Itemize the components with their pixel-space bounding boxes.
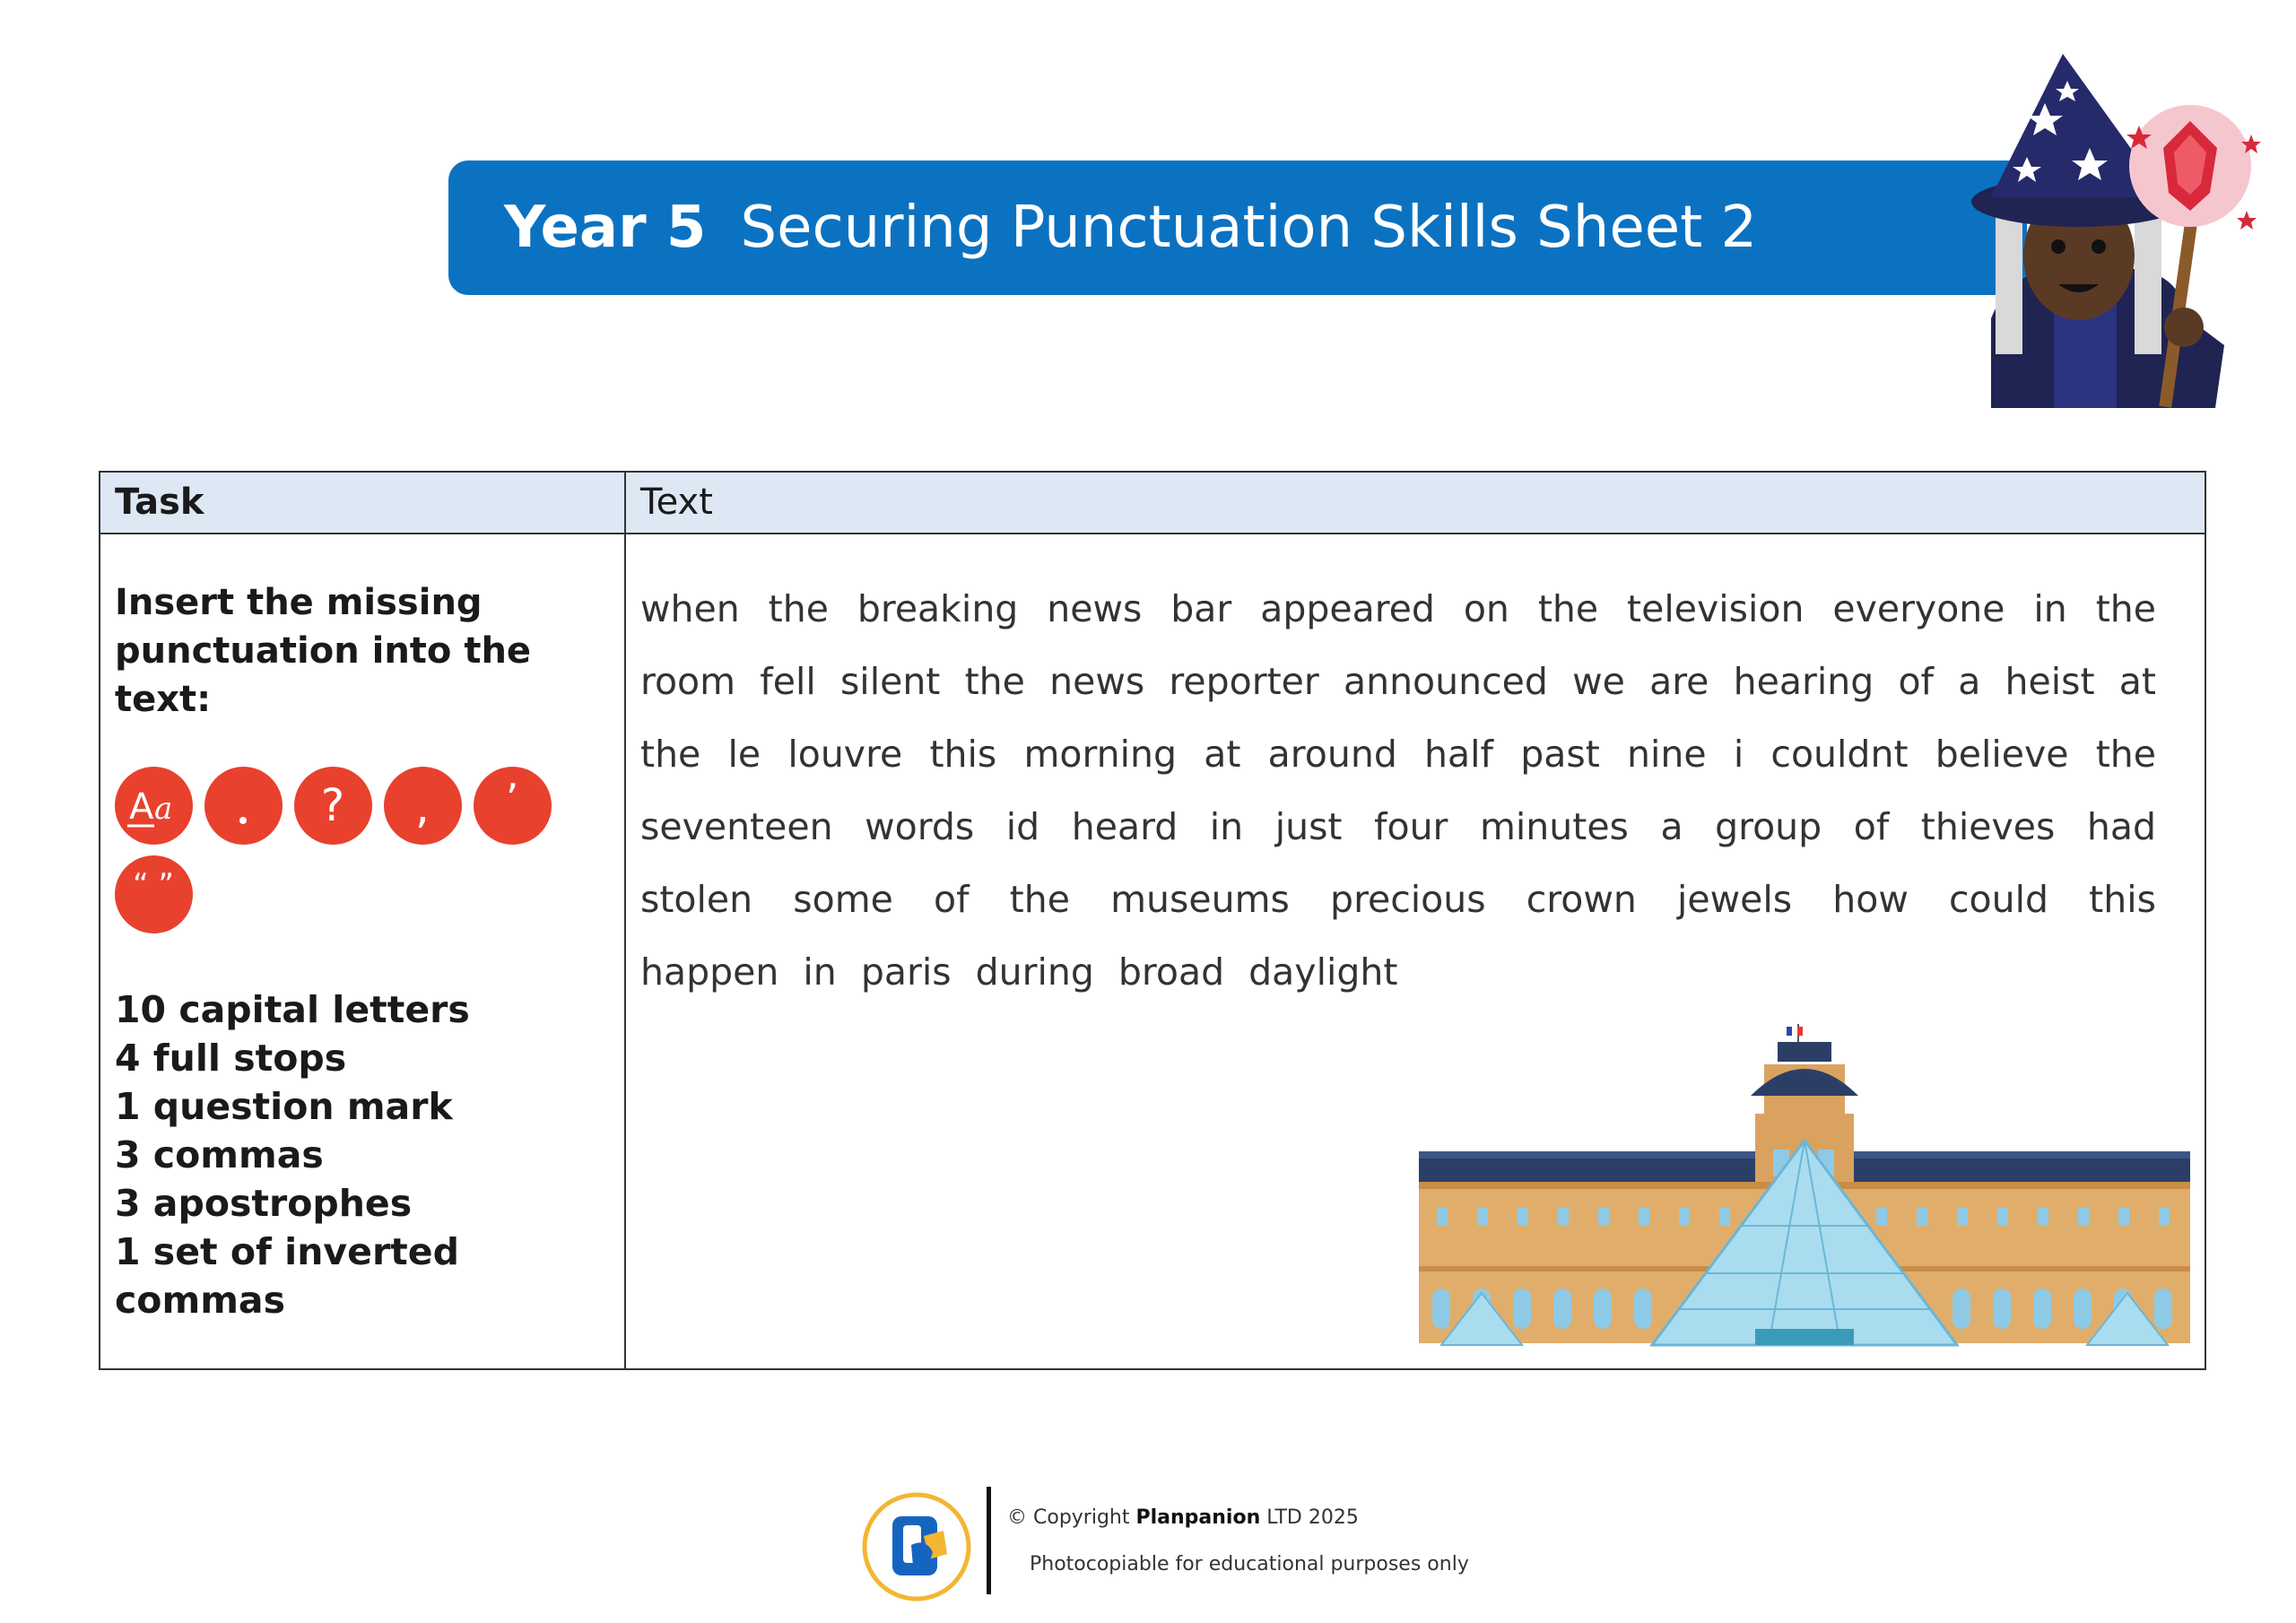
count-item: 1 set of inverted commas [115,1230,459,1322]
title-banner [448,161,2027,295]
task-column-header: Task [115,482,204,523]
svg-text:’: ’ [505,775,519,823]
count-item: 3 commas [115,1133,324,1176]
task-cell [115,578,617,1324]
count-item: 3 apostrophes [115,1182,413,1225]
wizard-illustration [1955,49,2278,408]
column-divider [624,473,626,1368]
copyright-prefix: © Copyright [1007,1506,1130,1529]
comma-icon [384,767,462,845]
question-mark-icon [294,767,372,845]
copyright-suffix: LTD 2025 [1266,1506,1359,1529]
brand-name: Planpanion [1135,1506,1261,1529]
table-header-row [100,473,2205,534]
punctuation-icons [115,767,581,933]
count-item: 1 question mark [115,1085,453,1128]
count-item: 10 capital letters [115,988,470,1031]
sheet-title: Securing Punctuation Skills Sheet 2 [740,195,1758,261]
text-cell [640,573,2156,1009]
count-item: 4 full stops [115,1037,347,1080]
svg-text:,: , [415,781,430,833]
inverted-commas-icon [115,855,193,933]
punctuation-counts [115,985,617,1324]
planpanion-logo [861,1491,972,1602]
footer-divider [987,1487,991,1594]
apostrophe-icon [474,767,552,845]
louvre-illustration [1410,1024,2199,1360]
copyright-text [1007,1506,1359,1529]
task-instruction: Insert the missing punctuation into the text: [115,582,532,720]
year-label: Year 5 [504,195,707,261]
capital-letter-icon [115,767,193,845]
passage-text: when the breaking news bar appeared on the television everyone in the room fell silent the news reporter announced we are hearing of a heist at the le louvre this morning at around half past nine i couldnt believe the seventeen words id heard in just four minutes a group of thieves had stolen some of the museums precious crown jewels how could this happen in paris during broad daylight [640,587,2156,994]
svg-text:?: ? [320,779,345,831]
svg-text:a: a [154,791,173,827]
svg-text:A: A [129,786,154,828]
text-column-header: Text [640,482,713,523]
worksheet-table [99,471,2206,1370]
svg-text:“ ”: “ ” [132,867,175,903]
full-stop-icon [204,767,283,845]
photocopy-note: Photocopiable for educational purposes only [1030,1553,1469,1575]
